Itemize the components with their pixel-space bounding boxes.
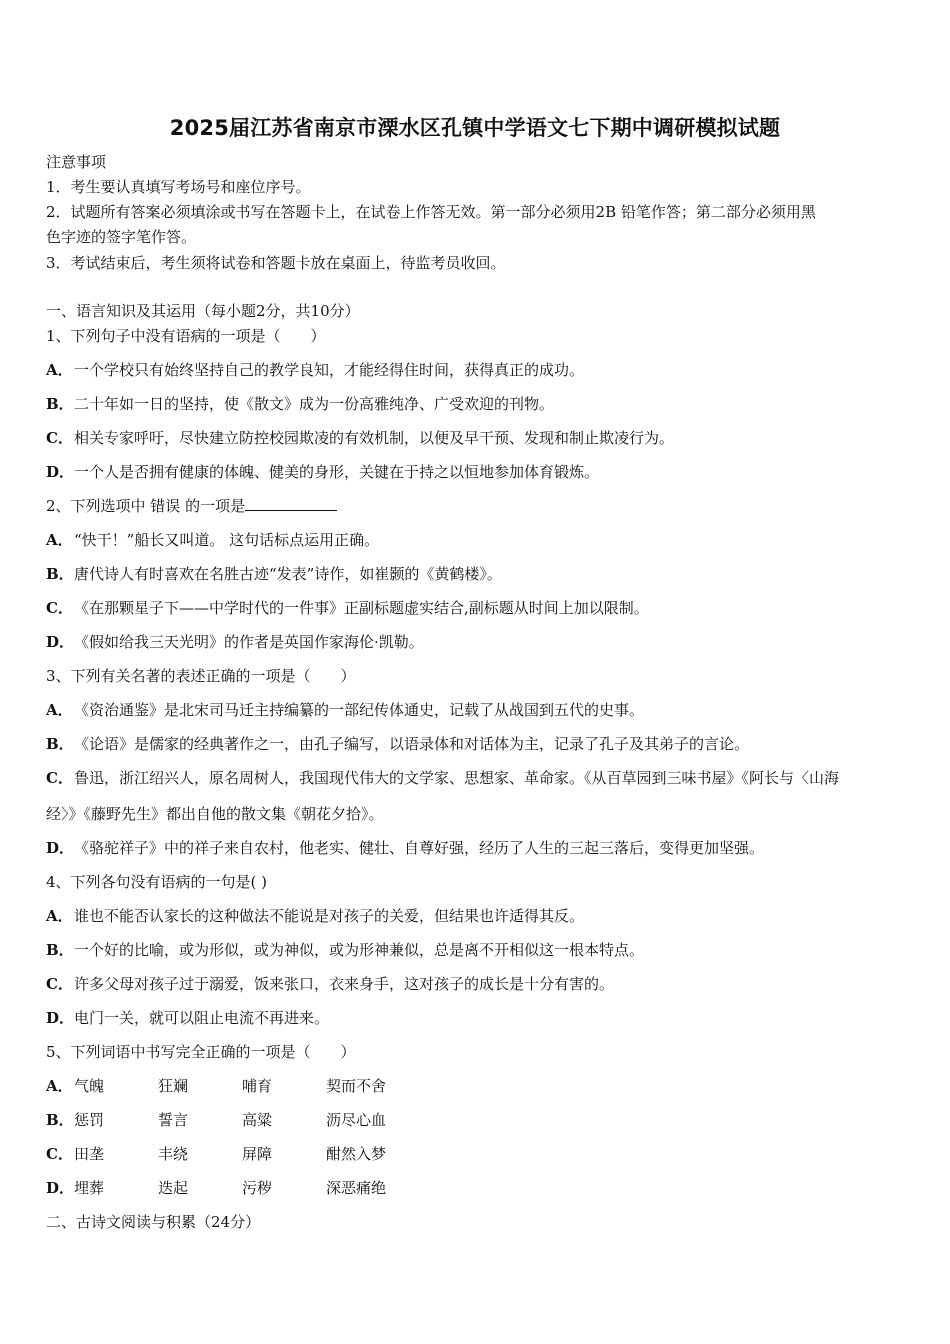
option-label: B．	[46, 1111, 74, 1129]
question-stem: 1、下列句子中没有语病的一项是（ ）	[46, 327, 326, 345]
option-continuation: 经〉》《藤野先生》都出自他的散文集《朝花夕拾》。	[46, 805, 384, 823]
question-option	[46, 838, 764, 858]
word: 气魄	[74, 1077, 105, 1095]
answer-blank	[245, 496, 337, 511]
option-label: D．	[46, 633, 75, 651]
option-text: 谁也不能否认家长的这种做法不能说是对孩子的关爱，但结果也许适得其反。	[74, 907, 585, 925]
notice-item: 2．试题所有答案必须填涂或书写在答题卡上，在试卷上作答无效。第一部分必须用2B 铅笔作答；第二部分必须用黑	[46, 203, 816, 221]
word: 惩罚	[74, 1111, 105, 1129]
option-text: 《在那颗星子下——中学时代的一件事》正副标题虚实结合,副标题从时间上加以限制。	[74, 599, 649, 617]
section-heading: 一、语言知识及其运用（每小题2分，共10分）	[46, 302, 360, 320]
word: 污秽	[242, 1179, 273, 1197]
word-option-row	[46, 1110, 410, 1130]
question-stem: 2、下列选项中 错误 的一项是	[46, 497, 246, 515]
question-option	[46, 360, 584, 380]
word: 契而不舍	[326, 1077, 387, 1095]
option-text: 鲁迅，浙江绍兴人，原名周树人，我国现代伟大的文学家、思想家、革命家。《从百草园到三味书屋》《阿长与〈山海	[74, 769, 840, 787]
question-option	[46, 906, 584, 926]
word: 酣然入梦	[326, 1145, 387, 1163]
word: 迭起	[158, 1179, 189, 1197]
question-option	[46, 734, 749, 754]
question-option	[46, 632, 424, 652]
word-option-row	[46, 1144, 410, 1164]
question-option	[46, 394, 554, 414]
question-option	[46, 974, 614, 994]
question-stem-line	[46, 496, 337, 516]
option-label: B．	[46, 565, 74, 583]
option-text: 《骆驼祥子》中的祥子来自农村，他老实、健壮、自尊好强，经历了人生的三起三落后，变得更加坚强。	[74, 839, 765, 857]
option-text: 二十年如一日的坚持，使《散文》成为一份高雅纯净、广受欢迎的刊物。	[74, 395, 555, 413]
word: 埋葬	[74, 1179, 105, 1197]
option-label: D．	[46, 1179, 75, 1197]
option-label: A．	[46, 701, 73, 719]
option-text: 一个学校只有始终坚持自己的教学良知，才能经得住时间，获得真正的成功。	[74, 361, 585, 379]
word: 沥尽心血	[326, 1111, 387, 1129]
option-label: B．	[46, 941, 74, 959]
section-heading: 二、古诗文阅读与积累（24分）	[46, 1213, 261, 1231]
question-stem: 4、下列各句没有语病的一句是( )	[46, 873, 268, 891]
option-label: A．	[46, 1077, 73, 1095]
option-label: A．	[46, 361, 73, 379]
option-label: C．	[46, 975, 73, 993]
option-label: D．	[46, 463, 75, 481]
question-stem: 5、下列词语中书写完全正确的一项是（ ）	[46, 1043, 356, 1061]
option-text: 许多父母对孩子过于溺爱，饭来张口，衣来身手，这对孩子的成长是十分有害的。	[74, 975, 615, 993]
word: 高粱	[242, 1111, 273, 1129]
option-text: 一个人是否拥有健康的体魄、健美的身形，关键在于持之以恒地参加体育锻炼。	[74, 463, 600, 481]
question-option	[46, 598, 649, 618]
option-text: 电门一关，就可以阻止电流不再进来。	[74, 1009, 330, 1027]
question-option	[46, 700, 644, 720]
page-title: 2025届江苏省南京市溧水区孔镇中学语文七下期中调研模拟试题	[169, 116, 781, 140]
option-label: A．	[46, 907, 73, 925]
question-option	[46, 462, 599, 482]
question-option	[46, 1008, 329, 1028]
option-label: D．	[46, 1009, 75, 1027]
word-option-row	[46, 1076, 410, 1096]
option-text: 相关专家呼吁，尽快建立防控校园欺凌的有效机制，以便及早干预、发现和制止欺凌行为。	[74, 429, 675, 447]
notice-item: 色字迹的签字笔作答。	[46, 228, 197, 246]
option-label: C．	[46, 769, 73, 787]
option-text: 《假如给我三天光明》的作者是英国作家海伦·凯勒。	[74, 633, 424, 651]
notice-item: 1．考生要认真填写考场号和座位序号。	[46, 178, 311, 196]
option-label: A．	[46, 531, 73, 549]
word: 田垄	[74, 1145, 105, 1163]
option-text: 《资治通鉴》是北宋司马迁主持编纂的一部纪传体通史，记载了从战国到五代的史事。	[74, 701, 645, 719]
question-option	[46, 564, 502, 584]
option-label: D．	[46, 839, 75, 857]
notice-item: 3．考试结束后，考生须将试卷和答题卡放在桌面上，待监考员收回。	[46, 254, 506, 272]
word: 狂斓	[158, 1077, 189, 1095]
option-text: 《论语》是儒家的经典著作之一，由孔子编写，以语录体和对话体为主，记录了孔子及其弟子的言论。	[74, 735, 750, 753]
question-option	[46, 428, 674, 448]
word: 屏障	[242, 1145, 273, 1163]
word: 深恶痛绝	[326, 1179, 387, 1197]
question-option	[46, 530, 379, 550]
option-text: 一个好的比喻，或为形似，或为神似，或为形神兼似，总是离不开相似这一根本特点。	[74, 941, 645, 959]
question-option	[46, 940, 644, 960]
option-label: C．	[46, 429, 73, 447]
option-text: 唐代诗人有时喜欢在名胜古迹“发表”诗作，如崔颢的《黄鹤楼》。	[74, 565, 502, 583]
word-option-row	[46, 1178, 410, 1198]
question-stem: 3、下列有关名著的表述正确的一项是（ ）	[46, 667, 356, 685]
word: 哺育	[242, 1077, 273, 1095]
word: 誓言	[158, 1111, 189, 1129]
option-label: B．	[46, 395, 74, 413]
word: 丰绕	[158, 1145, 189, 1163]
option-text: “快干！”船长又叫道。 这句话标点运用正确。	[74, 531, 380, 549]
option-label: C．	[46, 599, 73, 617]
notice-heading: 注意事项	[46, 153, 107, 171]
question-option	[46, 768, 839, 788]
option-label: C．	[46, 1145, 73, 1163]
option-label: B．	[46, 735, 74, 753]
